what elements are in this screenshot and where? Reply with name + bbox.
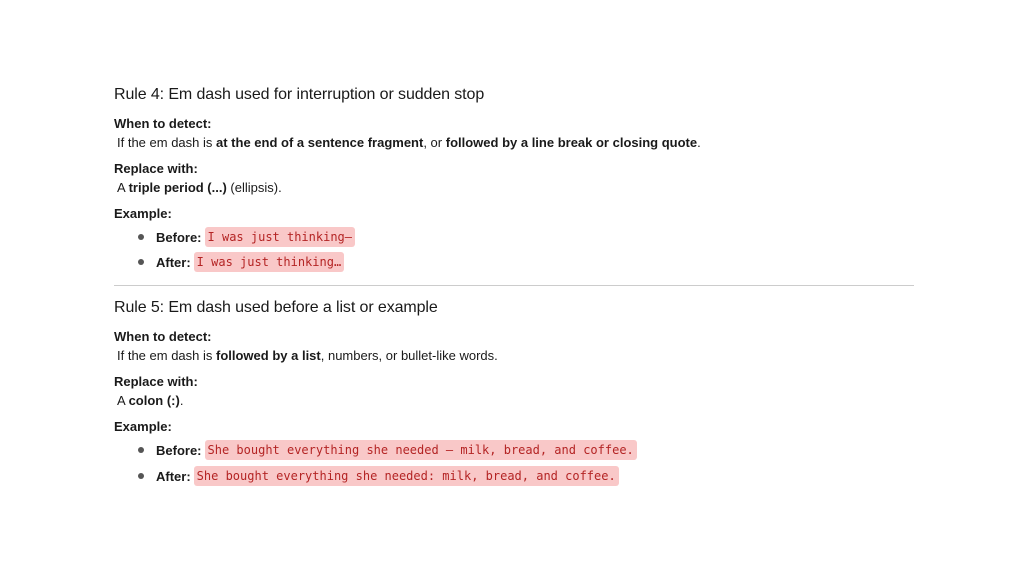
rule-5-replace-label: Replace with:	[114, 374, 198, 389]
bullet-icon	[138, 447, 144, 453]
emphasis-text: followed by a line break or closing quote	[445, 135, 698, 150]
rule-4-replace-label: Replace with:	[114, 161, 198, 176]
rule-4-detect-text	[117, 135, 701, 150]
text-segment: .	[179, 393, 184, 408]
after-code: She bought everything she needed: milk, bread, and coffee.	[194, 466, 619, 486]
text-segment: , numbers, or bullet-like words.	[320, 348, 498, 363]
text-segment: .	[697, 135, 701, 150]
rule-5-replace-text	[117, 393, 183, 408]
emphasis-text: at the end of a sentence fragment	[216, 135, 424, 150]
after-label: After:	[156, 254, 191, 270]
rule-4-after-item	[138, 252, 344, 272]
rule-5-after-item	[138, 466, 619, 486]
text-segment: (ellipsis).	[226, 180, 282, 195]
text-segment: If the em dash is	[117, 348, 216, 363]
rule-4-before-item	[138, 227, 355, 247]
bullet-icon	[138, 259, 144, 265]
rule-5-before-item	[138, 440, 637, 460]
text-segment: , or	[423, 135, 446, 150]
before-label: Before:	[156, 229, 202, 245]
bullet-icon	[138, 473, 144, 479]
before-code: I was just thinking—	[205, 227, 356, 247]
bullet-icon	[138, 234, 144, 240]
before-code: She bought everything she needed — milk, bread, and coffee.	[205, 440, 637, 460]
section-divider	[114, 285, 914, 286]
rule-4-detect-label: When to detect:	[114, 116, 212, 131]
emphasis-text: colon (:)	[128, 393, 180, 408]
rule-5-title: Rule 5: Em dash used before a list or example	[114, 299, 438, 316]
text-segment: If the em dash is	[117, 135, 216, 150]
rule-5-detect-text	[117, 348, 498, 363]
rule-5-example-label: Example:	[114, 419, 172, 434]
rule-5-detect-label: When to detect:	[114, 329, 212, 344]
emphasis-text: triple period (...)	[128, 180, 227, 195]
text-segment: A	[117, 393, 129, 408]
emphasis-text: followed by a list	[216, 348, 321, 363]
text-segment: A	[117, 180, 129, 195]
after-label: After:	[156, 468, 191, 484]
rule-4-title: Rule 4: Em dash used for interruption or sudden stop	[114, 86, 485, 103]
rule-4-example-label: Example:	[114, 206, 172, 221]
rule-4-replace-text	[117, 180, 282, 195]
after-code: I was just thinking…	[194, 252, 345, 272]
before-label: Before:	[156, 442, 202, 458]
